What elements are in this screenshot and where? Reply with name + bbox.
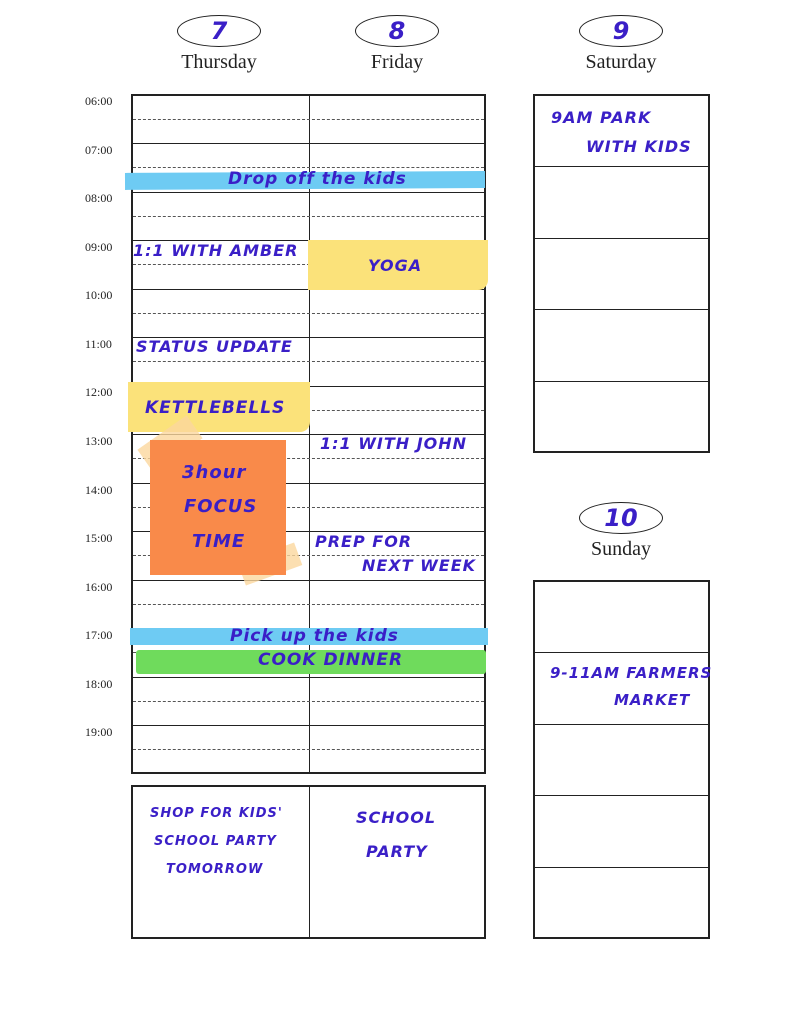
time-label: 08:00 [85, 191, 113, 205]
sunday-market-line1: 9-11AM FARMERS [550, 664, 713, 682]
day-number-friday: 8 [355, 15, 439, 47]
time-label: 16:00 [85, 580, 113, 594]
event-yoga: YOGA [368, 256, 423, 275]
event-one-on-one-john: 1:1 WITH JOHN [320, 434, 468, 453]
time-label: 07:00 [85, 143, 113, 157]
day-number-thursday: 7 [177, 15, 261, 47]
time-label: 09:00 [85, 240, 113, 254]
sunday-grid [533, 580, 713, 939]
event-focus-line3: TIME [192, 531, 246, 552]
time-label: 17:00 [85, 628, 113, 642]
event-prep-line1: PREP FOR [315, 532, 413, 551]
note-friday-line1: SCHOOL [356, 808, 437, 827]
time-label: 12:00 [85, 385, 113, 399]
event-pick-up: Pick up the kids [230, 626, 399, 646]
day-number-sunday: 10 [579, 502, 663, 534]
event-focus-line2: FOCUS [184, 496, 258, 517]
time-label: 19:00 [85, 725, 113, 739]
day-name-saturday: Saturday [585, 51, 657, 73]
note-thursday-line1: SHOP FOR KIDS' [150, 806, 283, 821]
event-kettlebells: KETTLEBELLS [145, 398, 286, 418]
day-name-thursday: Thursday [181, 51, 257, 73]
time-label: 10:00 [85, 288, 113, 302]
event-prep-line2: NEXT WEEK [362, 556, 477, 575]
event-focus-line1: 3hour [182, 462, 247, 483]
time-label: 14:00 [85, 483, 113, 497]
day-name-sunday: Sunday [591, 538, 651, 560]
note-friday-line2: PARTY [366, 842, 428, 861]
time-label: 11:00 [85, 337, 112, 351]
event-cook-dinner: COOK DINNER [258, 650, 404, 670]
time-label: 13:00 [85, 434, 113, 448]
day-name-friday: Friday [370, 51, 424, 73]
event-one-on-one-amber: 1:1 WITH AMBER [133, 241, 299, 260]
saturday-park-line1: 9AM PARK [551, 108, 652, 127]
note-thursday-line3: TOMORROW [166, 862, 264, 877]
time-label: 18:00 [85, 677, 113, 691]
event-drop-off: Drop off the kids [228, 169, 407, 189]
day-number-saturday: 9 [579, 15, 663, 47]
time-label: 06:00 [85, 94, 113, 108]
event-status-update: STATUS UPDATE [136, 337, 293, 356]
time-label: 15:00 [85, 531, 113, 545]
sunday-market-line2: MARKET [614, 691, 691, 709]
note-thursday-line2: SCHOOL PARTY [154, 834, 277, 849]
saturday-park-line2: WITH KIDS [586, 137, 692, 156]
